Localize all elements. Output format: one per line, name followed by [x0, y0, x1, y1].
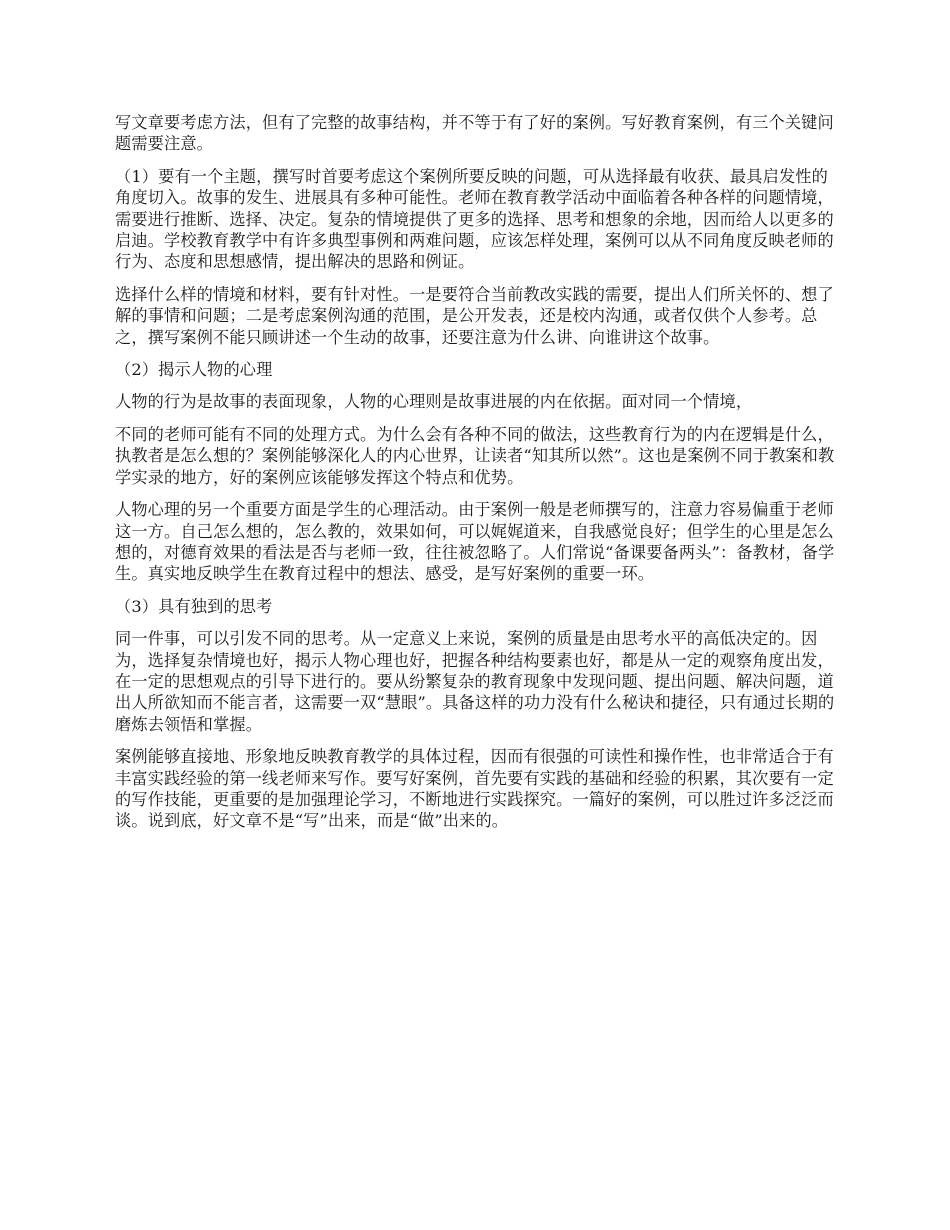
conclusion-paragraph: 案例能够直接地、形象地反映教育教学的具体过程，因而有很强的可读性和操作性，也非常适合于有丰富实践经验的第一线老师来写作。要写好案例，首先要有实践的基础和经验的积累，其次要有一定的写作技能，更重要的是加强理论学习，不断地进行实践探究。一篇好的案例，可以胜过许多泛泛而谈。说到底，好文章不是“写”出来，而是“做”出来的。: [115, 747, 834, 831]
intro-paragraph: 写文章要考虑方法，但有了完整的故事结构，并不等于有了好的案例。写好教育案例，有三个关键问题需要注意。: [115, 113, 834, 154]
point-1-paragraph: （1）要有一个主题，撰写时首要考虑这个案例所要反映的问题，可从选择最有收获、最具启发性的角度切入。故事的发生、进展具有多种可能性。老师在教育教学活动中面临着各种各样的问题情境，需要进行推断、选择、决定。复杂的情境提供了更多的选择、思考和想象的余地，因而给人以更多的启迪。学校教育教学中有许多典型事例和两难问题，应该怎样处理，案例可以从不同角度反映老师的行为、态度和思想感情，提出解决的思路和例证。: [115, 166, 834, 272]
point-2-paragraph-a: 人物的行为是故事的表面现象，人物的心理则是故事进展的内在依据。面对同一个情境，: [115, 392, 753, 412]
document-body: [115, 112, 840, 843]
point-2-heading: （2）揭示人物的心理: [115, 360, 273, 380]
point-2-paragraph-c: 人物心理的另一个重要方面是学生的心理活动。由于案例一般是老师撰写的，注意力容易偏重于老师这一方。自己怎么想的，怎么教的，效果如何，可以娓娓道来，自我感觉良好；但学生的心里是怎么想的，对德育效果的看法是否与老师一致，往往被忽略了。人们常说“备课要备两头”：备教材，备学生。真实地反映学生在教育过程中的想法、感受，是写好案例的重要一环。: [115, 500, 835, 584]
point-2-paragraph-b: 不同的老师可能有不同的处理方式。为什么会有各种不同的做法，这些教育行为的内在逻辑是什么，执教者是怎么想的？案例能够深化人的内心世界，让读者“知其所以然”。这也是案例不同于教案和教学实录的地方，好的案例应该能够发挥这个特点和优势。: [115, 424, 835, 487]
point-1-materials-paragraph: 选择什么样的情境和材料，要有针对性。一是要符合当前教改实践的需要，提出人们所关怀的、想了解的事情和问题；二是考虑案例沟通的范围，是公开发表，还是校内沟通，或者仅供个人参考。总之，撰写案例不能只顾讲述一个生动的故事，还要注意为什么讲、向谁讲这个故事。: [115, 284, 834, 347]
point-3-paragraph: 同一件事，可以引发不同的思考。从一定意义上来说，案例的质量是由思考水平的高低决定的。因为，选择复杂情境也好，揭示人物心理也好，把握各种结构要素也好，都是从一定的观察角度出发，在一定的思想观点的引导下进行的。要从纷繁复杂的教育现象中发现问题、提出问题、解决问题，道出人所欲知而不能言者，这需要一双“慧眼”。具备这样的功力没有什么秘诀和捷径，只有通过长期的磨炼去领悟和掌握。: [115, 629, 835, 734]
point-3-heading: （3）具有独到的思考: [115, 596, 273, 616]
